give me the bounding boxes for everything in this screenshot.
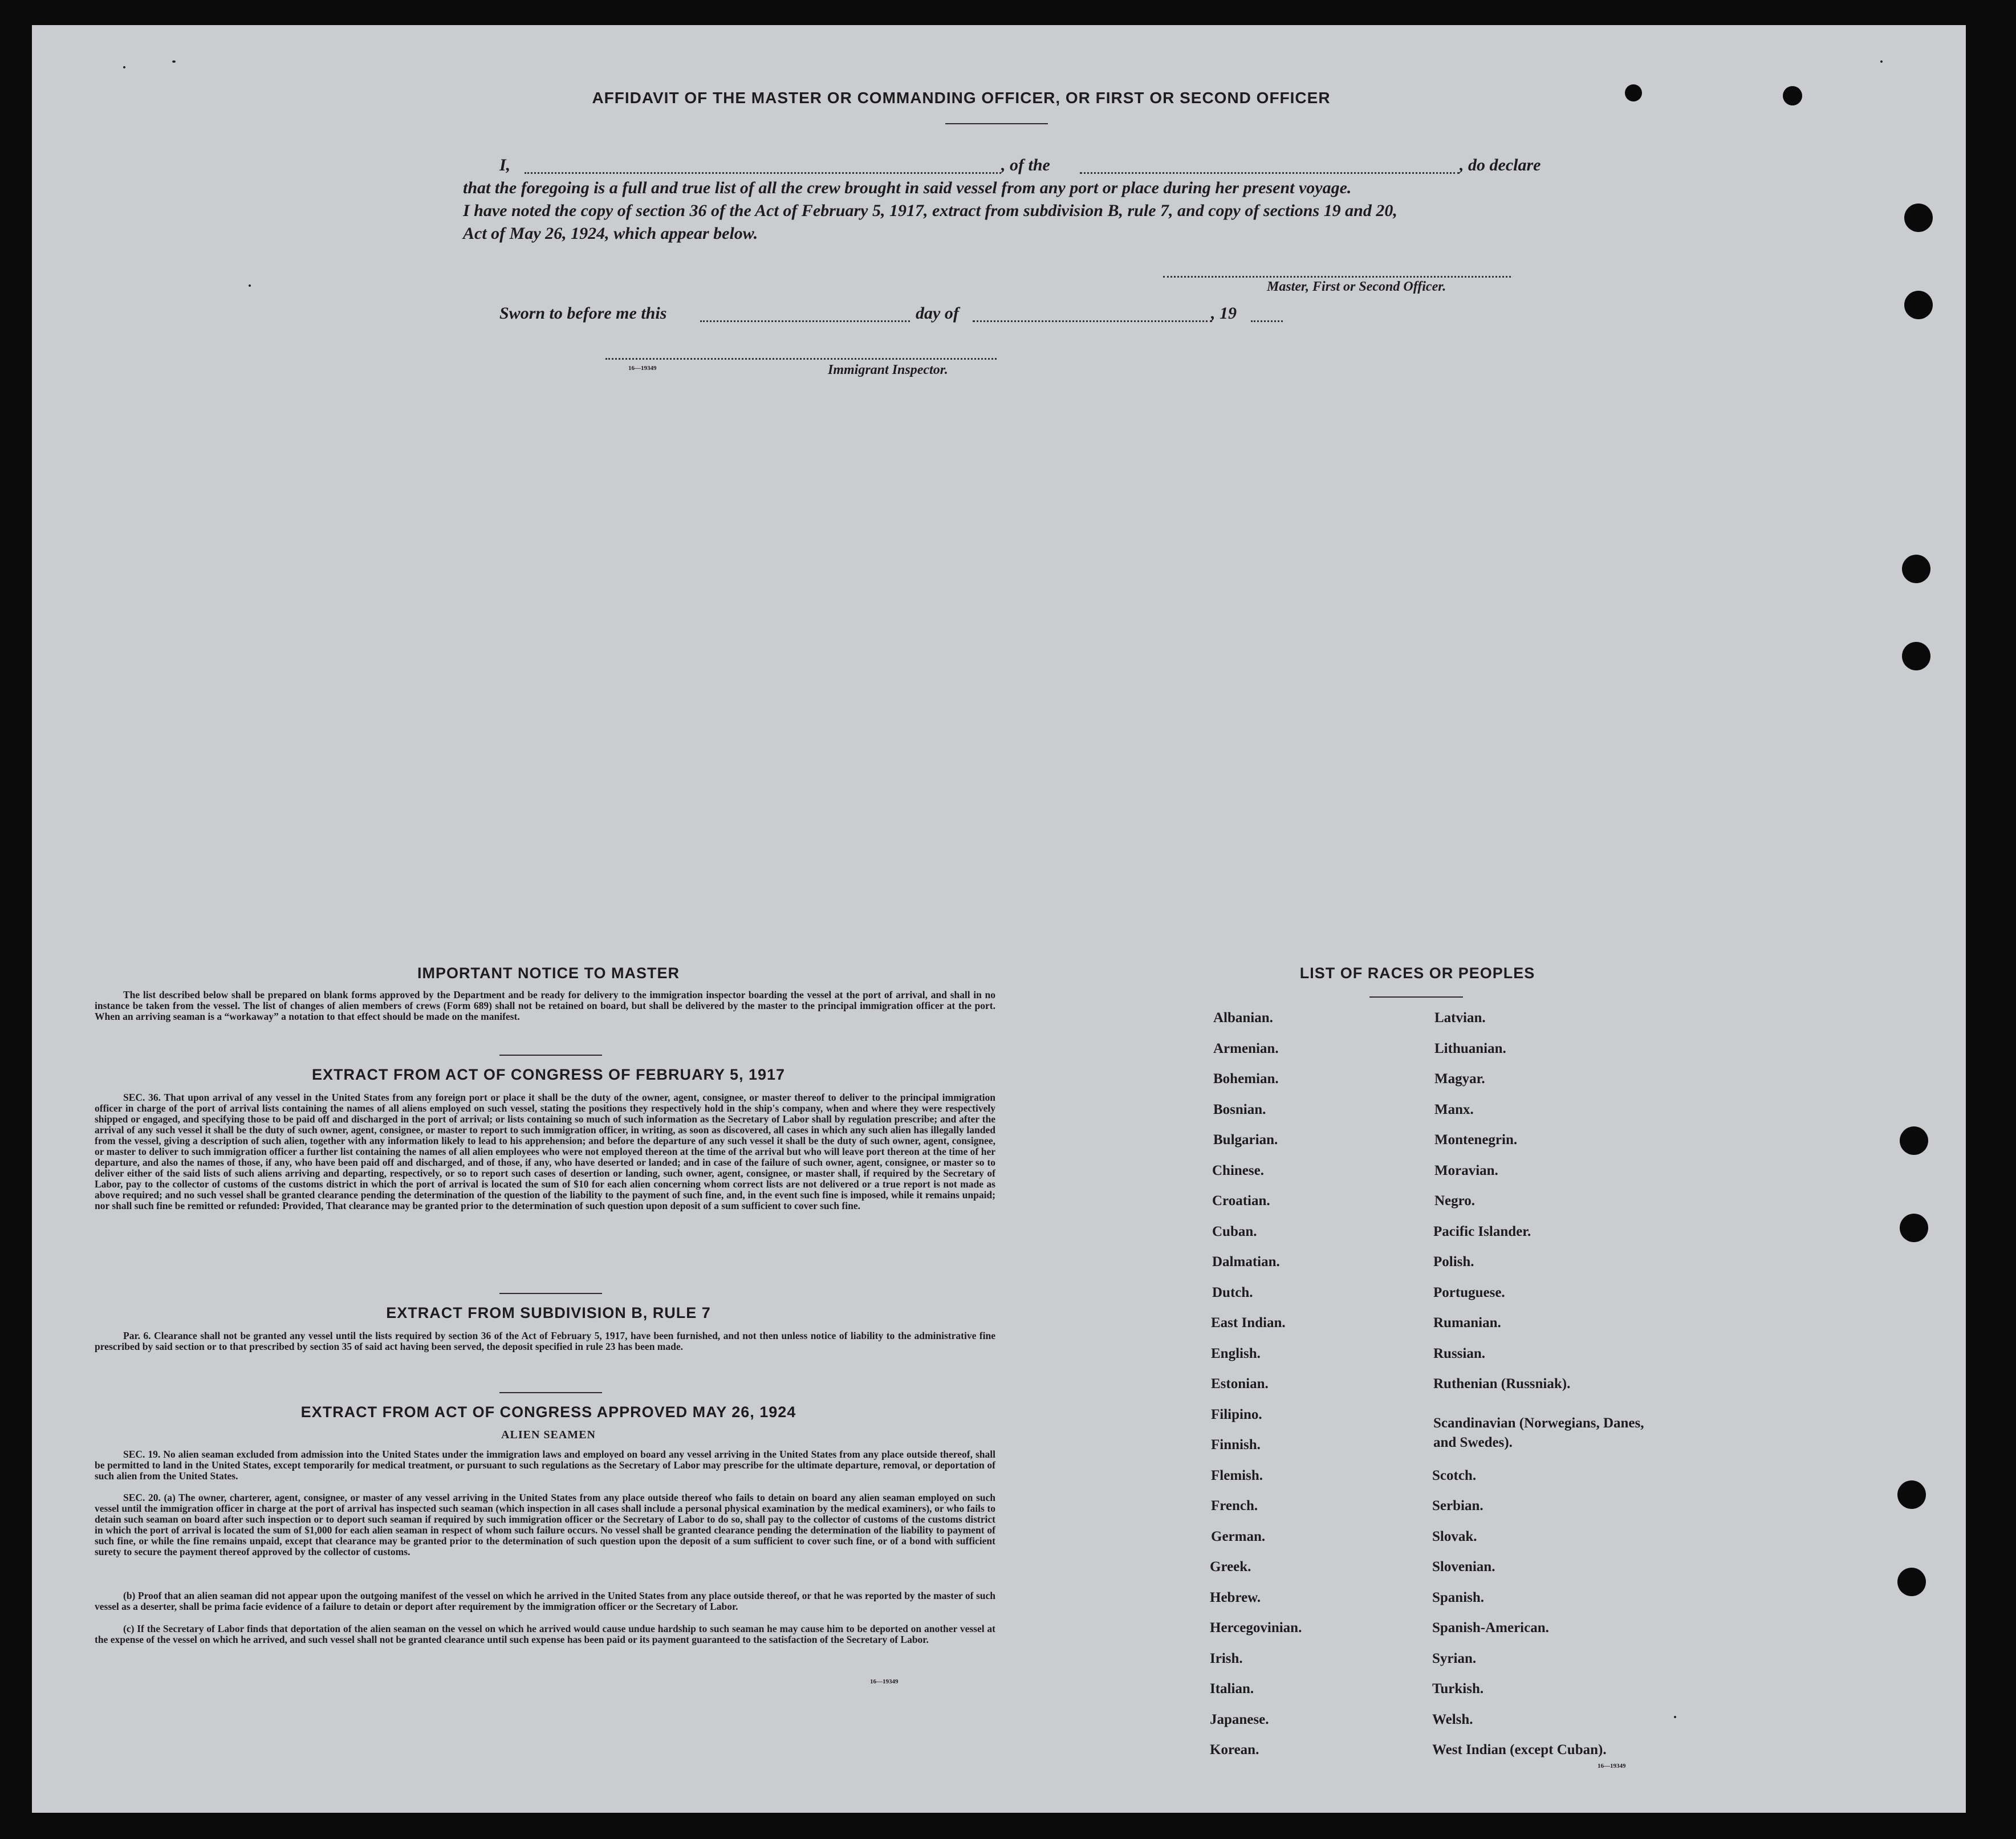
race-left-8: Cuban. [1212, 1224, 1257, 1239]
punch-hole [1897, 1480, 1926, 1509]
punch-hole [1902, 642, 1930, 670]
race-right-21: Syrian. [1432, 1651, 1477, 1666]
extract-1924-sec20b: (b) Proof that an alien seaman did not appear upon the outgoing manifest of the vessel on which he arrived in the United States from any place outside thereof, or that he was reported by the master of such vessel as a deserter, shall be prima facie evidence of a failure to detain or deport after requirement by the immigration officer or the Secretary of Labor. [95, 1590, 995, 1612]
extract-rule7-title: EXTRACT FROM SUBDIVISION B, RULE 7 [386, 1304, 711, 1321]
race-left-19: Greek. [1210, 1559, 1251, 1574]
race-right-16: Serbian. [1432, 1498, 1483, 1513]
race-right-8: Pacific Islander. [1433, 1224, 1531, 1239]
races-title-rule [1369, 996, 1463, 998]
race-left-16: Flemish. [1211, 1468, 1263, 1483]
punch-hole [1897, 1568, 1926, 1596]
race-right-5: Montenegrin. [1434, 1132, 1518, 1148]
race-right-10: Portuguese. [1433, 1285, 1505, 1300]
day-of-text: day of [916, 304, 959, 323]
race-right-12: Russian. [1433, 1346, 1486, 1361]
race-left-24: Japanese. [1210, 1712, 1269, 1727]
races-title: LIST OF RACES OR PEOPLES [1299, 965, 1535, 982]
month-blank [973, 320, 1212, 322]
name-blank [525, 172, 1001, 174]
race-left-10: Dutch. [1212, 1285, 1253, 1300]
extract-1924-title: EXTRACT FROM ACT OF CONGRESS APPROVED MAY 26, 1924 [300, 1403, 796, 1421]
race-left-15: Finnish. [1211, 1437, 1261, 1453]
race-left-23: Italian. [1210, 1681, 1254, 1696]
race-left-18: German. [1211, 1529, 1266, 1544]
race-right-22: Turkish. [1432, 1681, 1484, 1696]
race-left-21: Hercegovinian. [1210, 1620, 1302, 1635]
master-signature-label: Master, First or Second Officer. [1267, 279, 1446, 294]
race-right-2: Lithuanian. [1434, 1041, 1506, 1056]
extract-1917-text: SEC. 36. That upon arrival of any vessel in the United States from any foreign port or place it shall be the duty of the owner, agent, consignee, or master thereof to deliver to the principal immigration officer in charge of the port of arrival lists containing the names of all aliens employed on such vessel, stating the positions they respectively hold in the ship's company, when and where they were respectively shipped or engaged, and specifying those to be paid off and discharged in the port of arrival; or lists containing so much of such information as the Secretary of Labor shall by regulation prescribe; and after the arrival of any such vessel it shall be the duty of such owner, agent, consignee, or master to report to such immigration officer, in writing, as soon as discovered, all cases in which any such alien has illegally landed from the vessel, giving a description of such alien, together with any information likely to lead to his apprehension; and before the departure of any such vessel it shall be the duty of such owner, agent, consignee, or master to deliver to such immigration officer a further list containing the names of all alien employees who were not employed thereon at the time of the arrival but who will leave port thereon at the time of her departure, and also the names of those, if any, who have been paid off and discharged, and of those, if any, who have deserted or landed; and in case of the failure of such owner, agent, consignee, or master so to deliver either of the said lists of such aliens arriving and departing, respectively, or so to report such cases of desertion or landing, such owner, agent, consignee, or master shall, if required by the Secretary of Labor, pay to the collector of customs of the customs district in which the port of arrival is located the sum of $10 for each alien concerning whom correct lists are not delivered or a true report is not made as above required; and no such vessel shall be granted clearance pending the determination of the question of the liability to the payment of such fine, and, in the event such fine is imposed, while it remains unpaid; nor shall such fine be remitted or refunded: Provided, That clearance may be granted prior to the determination of such question upon deposit of a sum sufficient to cover such fine. [95, 1092, 995, 1211]
sworn-line [499, 302, 1298, 325]
race-right-24: West Indian (except Cuban). [1432, 1742, 1607, 1757]
affidavit-line-3: I have noted the copy of section 36 of the Act of February 5, 1917, extract from subdivision B, rule 7, and copy of sections 19 and 20, [463, 201, 1397, 220]
extract-1924-subtitle: ALIEN SEAMEN [501, 1429, 596, 1441]
race-left-2: Armenian. [1213, 1041, 1279, 1056]
notice-title: IMPORTANT NOTICE TO MASTER [417, 965, 680, 982]
race-left-20: Hebrew. [1210, 1590, 1261, 1605]
race-right-3: Magyar. [1434, 1071, 1485, 1087]
inspector-signature-label: Immigrant Inspector. [828, 363, 948, 377]
race-left-5: Bulgarian. [1213, 1132, 1278, 1148]
extract-1924-sec19: SEC. 19. No alien seaman excluded from admission into the United States under the immigration laws and employed on board any vessel arriving in the United States from any place outside thereof, shall be permitted to land in the United States, except temporarily for medical treatment, or pursuant to such regulations as the Secretary of Labor may prescribe for the ultimate departure, removal, or deportation of such alien from the United States. [95, 1449, 995, 1482]
race-right-11: Rumanian. [1433, 1315, 1501, 1331]
race-right-1: Latvian. [1434, 1010, 1486, 1026]
race-left-25: Korean. [1210, 1742, 1259, 1757]
race-left-7: Croatian. [1212, 1193, 1270, 1209]
affidavit-of-the: , of the [1001, 156, 1050, 174]
document-page [32, 25, 1966, 1813]
year-blank [1251, 320, 1283, 322]
punch-hole [1904, 204, 1933, 232]
extract-rule7-text: Par. 6. Clearance shall not be granted any vessel until the lists required by section 36 of the Act of February 5, 1917, have been furnished, and not then unless notice of liability to the administrative fine prescribed by said section or to that prescribed by section 35 of said act having been served, the deposit specified in rule 23 has been made. [95, 1330, 995, 1352]
speck [1674, 1716, 1676, 1718]
master-signature-line [1163, 276, 1511, 278]
race-left-1: Albanian. [1213, 1010, 1273, 1026]
affidavit-do-declare: , do declare [1460, 156, 1541, 174]
race-left-17: French. [1211, 1498, 1258, 1513]
race-right-14: Scandinavian (Norwegians, Danes, and Swedes). [1433, 1415, 1644, 1450]
race-left-12: English. [1211, 1346, 1261, 1361]
race-left-9: Dalmatian. [1212, 1254, 1280, 1270]
section-rule [499, 1293, 602, 1294]
race-right-23: Welsh. [1432, 1712, 1473, 1727]
section-rule [499, 1392, 602, 1393]
race-left-3: Bohemian. [1213, 1071, 1279, 1087]
race-right-9: Polish. [1433, 1254, 1474, 1270]
punch-hole [1900, 1126, 1928, 1155]
extract-1917-title: EXTRACT FROM ACT OF CONGRESS OF FEBRUARY 5, 1917 [311, 1066, 786, 1083]
race-right-6: Moravian. [1434, 1163, 1498, 1178]
affidavit-i: I, [499, 156, 511, 174]
punch-hole [1900, 1214, 1928, 1242]
punch-hole [1783, 86, 1802, 105]
title-rule [945, 123, 1048, 124]
year-text: , 19 [1211, 304, 1237, 323]
punch-hole [1625, 84, 1642, 101]
vessel-blank [1080, 172, 1460, 174]
race-left-13: Estonian. [1211, 1376, 1269, 1392]
race-right-17: Slovak. [1432, 1529, 1477, 1544]
race-right-18: Slovenian. [1432, 1559, 1495, 1574]
punch-hole [1904, 291, 1933, 319]
sworn-text: Sworn to before me this [499, 304, 667, 323]
speck [172, 60, 176, 63]
race-right-15: Scotch. [1432, 1468, 1477, 1483]
race-left-11: East Indian. [1211, 1315, 1286, 1331]
extract-1924-sec20c: (c) If the Secretary of Labor finds that deportation of the alien seaman on the vessel on which he arrived would cause undue hardship to such seaman he may cause him to be deported on another vessel at the expense of the vessel on which he arrived, and such vessel shall not be granted clearance until such expense has been paid or its payment guaranteed to the satisfaction of the Secretary of Labor. [95, 1623, 995, 1645]
extract-1924-sec20a: SEC. 20. (a) The owner, charterer, agent, consignee, or master of any vessel arriving in the United States from any place outside thereof who fails to detain on board any alien seaman employed on such vessel until the immigration officer in charge at the port of arrival has inspected such seaman (which inspection in all cases shall include a personal physical examination by the medical examiners), or who fails to detain such seaman on board after such inspection or to deport such seaman if required by such immigration officer or the Secretary of Labor to do so, shall pay to the collector of customs of the customs district in which the port of arrival is located the sum of $1,000 for each alien seaman in respect of whom such failure occurs. No vessel shall be granted clearance pending the determination of the liability to payment of such fine, or while the fine remains unpaid, except that clearance may be granted prior to the determination of such question upon the deposit of a sum sufficient to cover such fine, or of a bond with sufficient surety to secure the payment thereof approved by the collector of customs. [95, 1492, 995, 1557]
affidavit-line-4: Act of May 26, 1924, which appear below. [463, 224, 758, 243]
section-rule [499, 1055, 602, 1056]
punch-hole [1902, 555, 1930, 583]
races-form-number: 16—19349 [1598, 1763, 1626, 1769]
speck [1880, 60, 1883, 63]
inspector-signature-line [605, 358, 997, 360]
affidavit-line-2: that the foregoing is a full and true list of all the crew brought in said vessel from any port or place during her present voyage. [463, 178, 1352, 197]
race-left-22: Irish. [1210, 1651, 1243, 1666]
race-right-13: Ruthenian (Russniak). [1433, 1376, 1571, 1392]
race-right-7: Negro. [1434, 1193, 1476, 1209]
affidavit-line-1 [499, 154, 1554, 177]
affidavit-title: AFFIDAVIT OF THE MASTER OR COMMANDING OFFICER, OR FIRST OR SECOND OFFICER [592, 89, 1331, 107]
extract-form-number: 16—19349 [870, 1678, 899, 1685]
race-right-4: Manx. [1434, 1102, 1474, 1117]
day-blank [700, 320, 910, 322]
race-right-19: Spanish. [1432, 1590, 1485, 1605]
form-number: 16—19349 [628, 365, 657, 372]
race-left-6: Chinese. [1212, 1163, 1264, 1178]
speck [123, 66, 125, 68]
race-left-14: Filipino. [1211, 1407, 1262, 1422]
speck [249, 284, 251, 287]
race-left-4: Bosnian. [1213, 1102, 1266, 1117]
race-right-20: Spanish-American. [1432, 1620, 1549, 1635]
notice-text: The list described below shall be prepared on blank forms approved by the Department and be ready for delivery to the immigration inspector boarding the vessel at the port of arrival, and shall in no instance be taken from the vessel. The list of changes of alien members of crews (Form 689) shall not be retained on board, but shall be delivered by the master to the principal immigration officer at the port. When an arriving seaman is a “workaway” a notation to that effect should be made on the manifest. [95, 989, 995, 1022]
